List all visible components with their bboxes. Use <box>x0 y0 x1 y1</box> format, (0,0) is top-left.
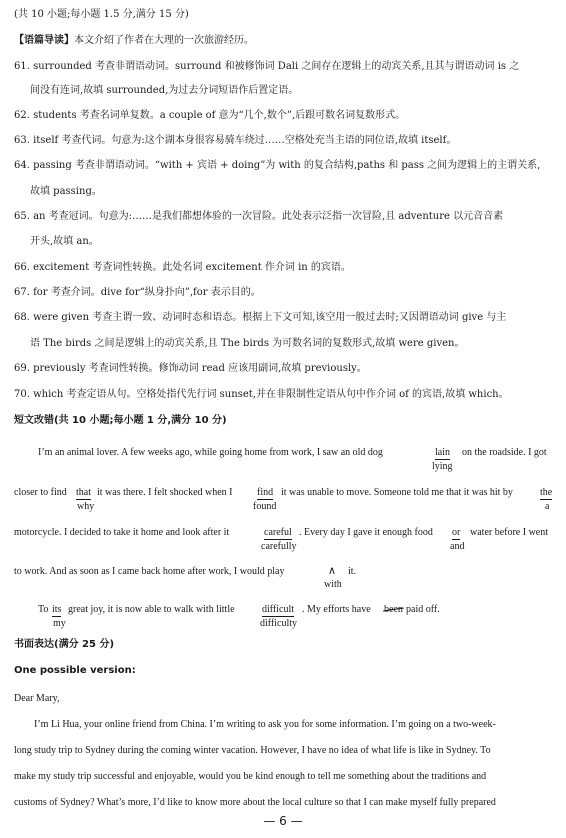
correction-text: closer to find <box>14 487 67 498</box>
correction-fix: lying <box>432 461 453 472</box>
essay-line: I’m Li Hua, your online friend from China. I’m writing to ask you for some information. I’m going on a two-week- <box>34 719 496 730</box>
writing-header: 书面表达(满分 25 分) <box>14 639 115 650</box>
error-word: find <box>257 487 274 498</box>
guide-line <box>14 34 254 48</box>
insert-caret-icon: ∧ <box>328 564 337 577</box>
correction-text: motorcycle. I decided to take it home and look after it <box>14 527 230 538</box>
essay-line: customs of Sydney? What’s more, I’d like to know more about the local culture so that I can make myself fully prepared <box>14 797 496 808</box>
correction-text: . My efforts have <box>302 604 371 615</box>
correction-fix: found <box>253 501 277 512</box>
deleted-word: been <box>384 604 403 615</box>
correction-text: to work. And as soon as I came back home after work, I would play <box>14 566 285 577</box>
answer-64-line2: 故填 passing。 <box>30 186 102 197</box>
correction-fix: and <box>450 541 465 552</box>
correction-text: it. <box>348 566 357 577</box>
answer-63: 63. itself 考查代词。句意为:这个湖本身很容易骑车绕过……空格处充当主语的同位语,故填 itself。 <box>14 135 457 146</box>
error-word: or <box>452 527 461 538</box>
guide-text: 本文介绍了作者在大理的一次旅游经历。 <box>74 35 254 46</box>
correction-text: it was unable to move. Someone told me that it was hit by <box>281 487 513 498</box>
correction-text: it was there. I felt shocked when I <box>97 487 233 498</box>
answer-65-line1: 65. an 考查冠词。句意为:……是我们都想体验的一次冒险。此处表示泛指一次冒险,且 adventure 以元音音素 <box>14 211 504 222</box>
correction-text: on the roadside. I got <box>462 447 547 458</box>
error-word: that <box>76 487 91 498</box>
answer-66: 66. excitement 考查词性转换。此处名词 excitement 作介词 in 的宾语。 <box>14 262 351 273</box>
correction-fix: my <box>53 618 66 629</box>
error-word: difficult <box>262 604 295 615</box>
correction-text: I’m an animal lover. A few weeks ago, while going home from work, I saw an old dog <box>38 447 383 458</box>
correction-fix: with <box>324 579 342 590</box>
correction-fix: why <box>77 501 95 512</box>
answer-65-line2: 开头,故填 an。 <box>30 236 99 247</box>
essay-line: long study trip to Sydney during the coming winter vacation. However, I have no idea of what life is like in Sydney. To <box>14 745 491 756</box>
answer-64-line1: 64. passing 考查非谓语动词。“with + 宾语 + doing”为 with 的复合结构,paths 和 pass 之间为逻辑上的主谓关系, <box>14 160 541 171</box>
error-word: its <box>52 604 62 615</box>
answer-61-line2: 间没有连词,故填 surrounded,为过去分词短语作后置定语。 <box>30 85 299 96</box>
answer-62: 62. students 考查名词单复数。a couple of 意为“几个,数个”,后跟可数名词复数形式。 <box>14 110 406 121</box>
version-label: One possible version: <box>14 665 136 676</box>
answer-68-line1: 68. were given 考查主谓一致、动词时态和语态。根据上下文可知,该空用一般过去时;又因谓语动词 give 与主 <box>14 312 507 323</box>
answer-69: 69. previously 考查词性转换。修饰动词 read 应该用副词,故填 previously。 <box>14 363 367 374</box>
error-word: the <box>540 487 553 498</box>
salutation: Dear Mary, <box>14 693 60 704</box>
error-word: careful <box>264 527 292 538</box>
correction-text: . Every day I gave it enough food <box>299 527 433 538</box>
error-word: lain <box>435 447 450 458</box>
essay-line: make my study trip successful and enjoyable, would you be kind enough to tell me something about the traditions and <box>14 771 487 782</box>
correction-fix: carefully <box>261 541 297 552</box>
guide-label: 【语篇导读】 <box>14 35 74 46</box>
correction-fix: difficulty <box>260 618 298 629</box>
correction-text: To <box>38 604 49 615</box>
answer-70: 70. which 考查定语从句。空格处指代先行词 sunset,并在非限制性定语从句中作介词 of 的宾语,故填 which。 <box>14 389 509 400</box>
answer-68-line2: 语 The birds 之间是逻辑上的动宾关系,且 The birds 为可数名词的复数形式,故填 were given。 <box>30 338 465 349</box>
answer-61-line1: 61. surrounded 考查非谓语动词。surround 和被修饰词 Dali 之间存在逻辑上的动宾关系,且其与谓语动词 is 之 <box>14 61 520 72</box>
section-header: (共 10 小题;每小题 1.5 分,满分 15 分) <box>14 9 189 20</box>
page-number: — 6 — <box>263 814 303 828</box>
correction-text: paid off. <box>406 604 440 615</box>
correction-fix: a <box>545 501 550 512</box>
correction-text: great joy, it is now able to walk with little <box>68 604 235 615</box>
answer-67: 67. for 考查介词。dive for“纵身扑向”,for 表示目的。 <box>14 287 261 298</box>
correction-text: water before I went <box>470 527 549 538</box>
correction-header: 短文改错(共 10 小题;每小题 1 分,满分 10 分) <box>14 415 227 426</box>
